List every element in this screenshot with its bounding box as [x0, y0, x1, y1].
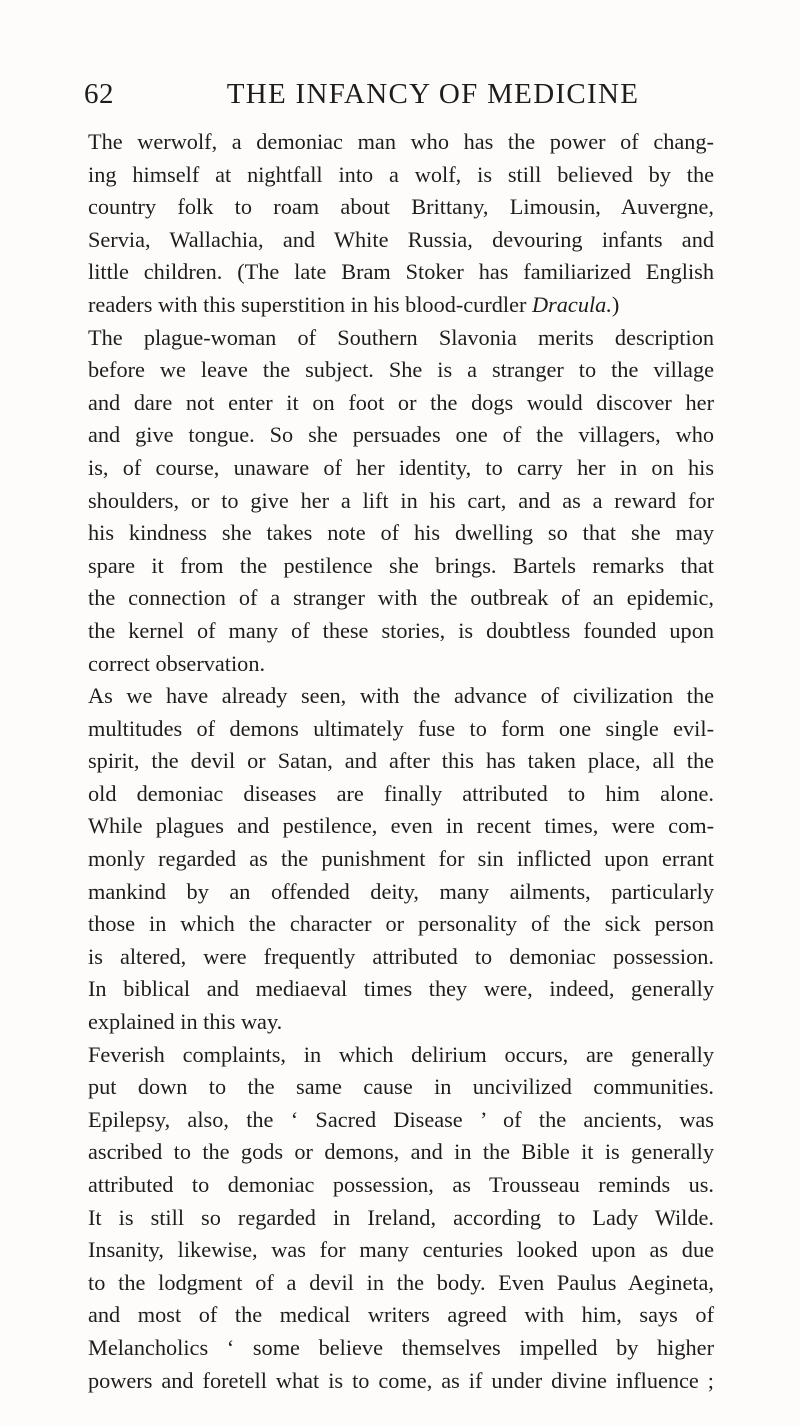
text-line: explained in this way. — [88, 1009, 283, 1035]
paragraph-feverish — [88, 1039, 714, 1398]
text-line: put down to the same cause in uncivilized communities. — [88, 1074, 714, 1100]
text-line: his kindness she takes note of his dwelling so that she may — [88, 520, 714, 546]
paragraph-demons — [88, 680, 714, 1039]
running-head — [84, 78, 724, 118]
text-line: correct observation. — [88, 650, 266, 676]
text-line: ing himself at nightfall into a wolf, is still believed by the — [88, 161, 714, 187]
page-number: 62 — [84, 78, 114, 110]
text-line: is, of course, unaware of her identity, to carry her in on his — [88, 454, 714, 480]
text-line: Melancholics ‘ some believe themselves impelled by higher — [88, 1334, 714, 1360]
text-line: spirit, the devil or Satan, and after this has taken place, all the — [88, 748, 714, 774]
text-line: Servia, Wallachia, and White Russia, devouring infants and — [88, 226, 714, 252]
text-line: While plagues and pestilence, even in recent times, were com- — [88, 813, 714, 839]
text-line: is altered, were frequently attributed to demoniac possession. — [88, 943, 714, 969]
text-segment: ) — [611, 291, 620, 317]
text-line: The plague-woman of Southern Slavonia merits description — [88, 324, 714, 350]
text-line: ascribed to the gods or demons, and in the Bible it is generally — [88, 1139, 714, 1165]
text-line: mankind by an offended deity, many ailments, particularly — [88, 878, 714, 904]
text-line: country folk to roam about Brittany, Limousin, Auvergne, — [88, 194, 714, 220]
text-line: The werwolf, a demoniac man who has the power of chang- — [88, 129, 714, 154]
running-title: THE INFANCY OF MEDICINE — [226, 78, 640, 110]
text-line: Feverish complaints, in which delirium occurs, are generally — [88, 1041, 714, 1067]
text-line: As we have already seen, with the advance of civilization the — [88, 683, 714, 709]
paragraph-plague-woman — [88, 322, 714, 681]
text-line: to the lodgment of a devil in the body. Even Paulus Aegineta, — [88, 1269, 714, 1295]
text-line: spare it from the pestilence she brings. Bartels remarks that — [88, 552, 714, 578]
book-title-dracula: Dracula. — [532, 291, 612, 317]
text-line: those in which the character or personality of the sick person — [88, 911, 714, 937]
text-line: It is still so regarded in Ireland, according to Lady Wilde. — [88, 1204, 714, 1230]
text-line: monly regarded as the punishment for sin inflicted upon errant — [88, 846, 714, 872]
text-line: multitudes of demons ultimately fuse to form one single evil- — [88, 715, 714, 741]
text-line: Insanity, likewise, was for many centuries looked upon as due — [88, 1237, 714, 1263]
text-line: little children. (The late Bram Stoker has familiarized English — [88, 259, 714, 285]
text-segment: readers with this superstition in his blood-curdler — [88, 291, 532, 317]
text-line: shoulders, or to give her a lift in his cart, and as a reward for — [88, 487, 714, 513]
text-line: and most of the medical writers agreed with him, says of — [88, 1302, 714, 1328]
text-line: and dare not enter it on foot or the dogs would discover her — [88, 389, 714, 415]
text-line: before we leave the subject. She is a stranger to the village — [88, 357, 714, 383]
paragraph-werwolf — [88, 126, 714, 322]
text-line: In biblical and mediaeval times they were, indeed, generally — [88, 976, 714, 1002]
text-line: Epilepsy, also, the ‘ Sacred Disease ’ of the ancients, was — [88, 1106, 714, 1132]
text-line: the kernel of many of these stories, is doubtless founded upon — [88, 617, 714, 643]
text-line: attributed to demoniac possession, as Trousseau reminds us. — [88, 1172, 714, 1197]
text-line: the connection of a stranger with the outbreak of an epidemic, — [88, 585, 714, 611]
text-line: powers and foretell what is to come, as if under divine influence ; — [88, 1367, 714, 1393]
body-text — [88, 126, 714, 1397]
text-line: and give tongue. So she persuades one of the villagers, who — [88, 422, 714, 448]
text-line — [88, 289, 714, 322]
text-line: old demoniac diseases are finally attributed to him alone. — [88, 780, 714, 806]
